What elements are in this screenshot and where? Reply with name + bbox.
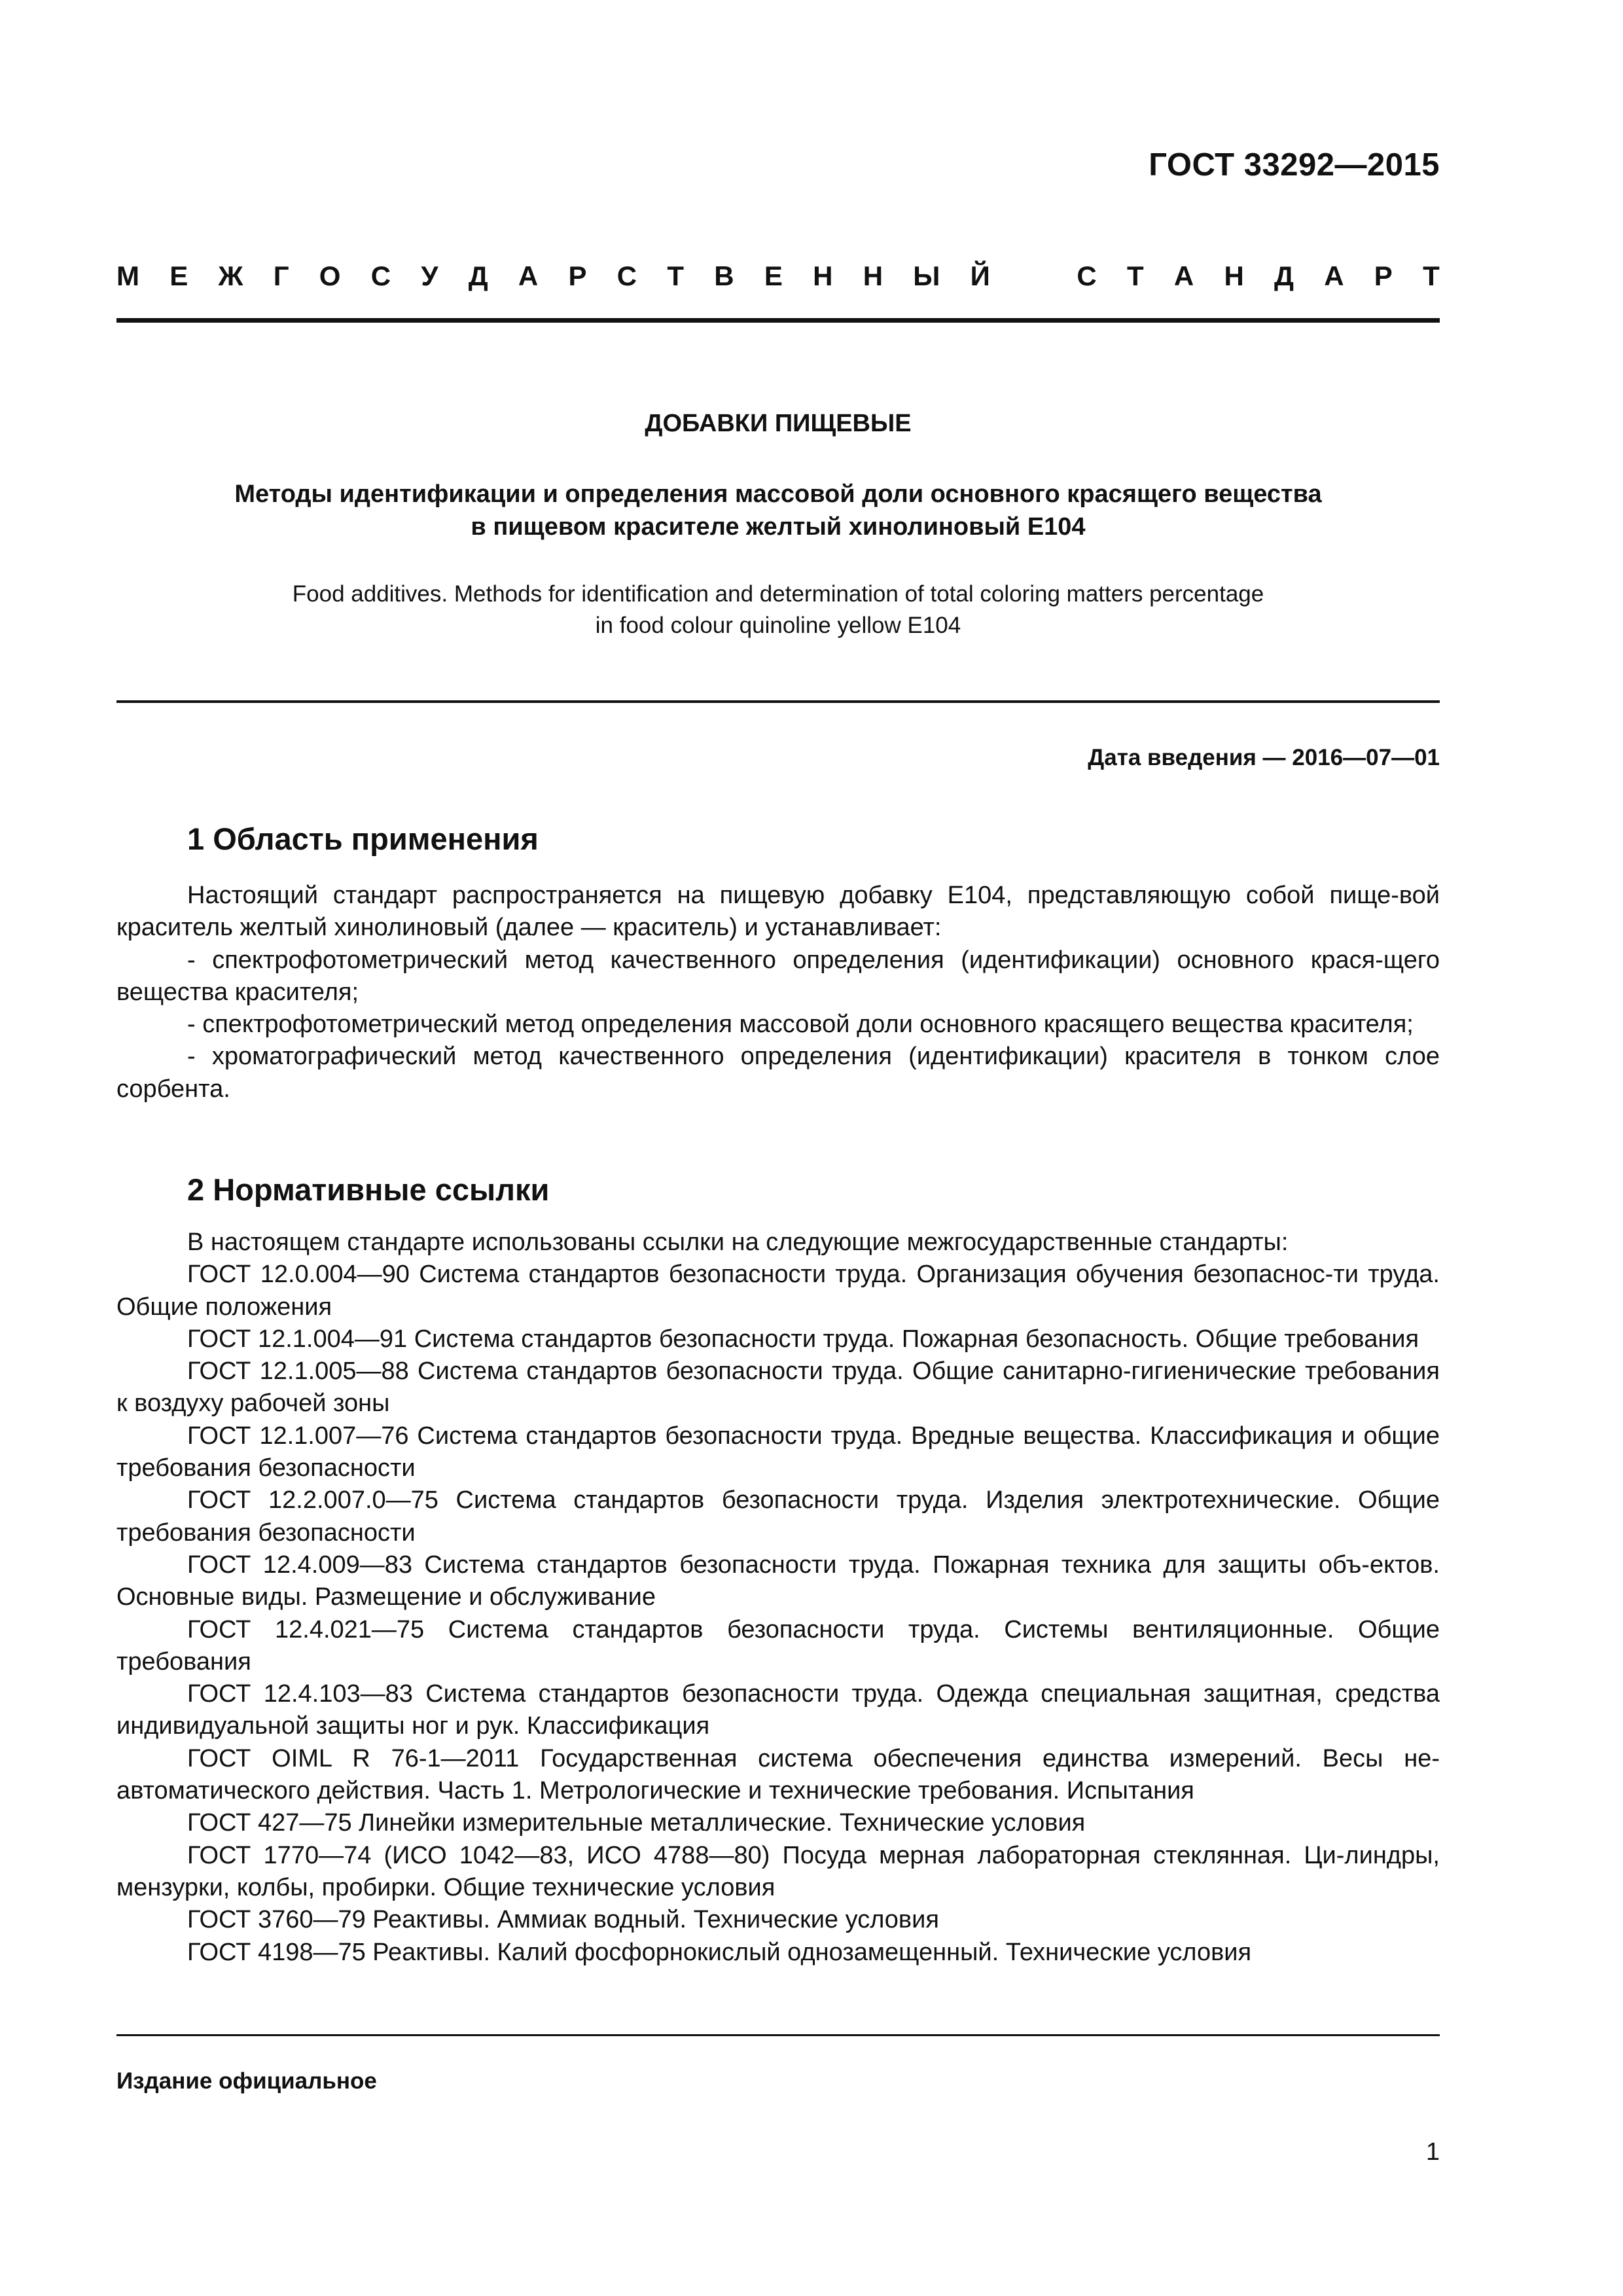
banner-letter: О xyxy=(319,260,341,291)
section-1-heading: 1 Область применения xyxy=(187,821,539,856)
document-title: ДОБАВКИ ПИЩЕВЫЕ xyxy=(645,410,912,437)
normative-reference: В настоящем стандарте использованы ссылки на следующие межгосударственные стандарты: xyxy=(187,1229,1289,1256)
normative-reference: ГОСТ 12.1.005—88 Система стандартов безопасности труда. Общие санитарно-гигиенические требования к воздуху рабочей зоны xyxy=(116,1357,1440,1418)
section-2-body xyxy=(116,1227,1440,1969)
banner-letter: Н xyxy=(1224,260,1244,291)
banner-letter: Р xyxy=(568,260,587,291)
banner-letter: Д xyxy=(468,260,488,291)
subtitle-line-1: Методы идентификации и определения массовой доли основного красящего вещества xyxy=(234,480,1322,508)
section-1-paragraph: - спектрофотометрический метод определения массовой доли основного красящего вещества красителя; xyxy=(187,1011,1414,1039)
banner-letter: Е xyxy=(169,260,188,291)
english-title xyxy=(116,579,1440,641)
english-title-line-1: Food additives. Methods for identification and determination of total coloring matters percentage xyxy=(292,581,1264,607)
normative-reference: ГОСТ 12.4.103—83 Система стандартов безопасности труда. Одежда специальная защитная, средства индивидуальной защиты ног и рук. Классификация xyxy=(116,1680,1440,1740)
section-1-paragraph: - хроматографический метод качественного определения (идентификации) красителя в тонком слое сорбента. xyxy=(116,1043,1440,1103)
section-2-heading: 2 Нормативные ссылки xyxy=(187,1172,550,1207)
title-rule xyxy=(116,700,1440,703)
normative-reference: ГОСТ 12.1.004—91 Система стандартов безопасности труда. Пожарная безопасность. Общие требования xyxy=(187,1325,1419,1353)
banner-letter: Н xyxy=(813,260,833,291)
banner-letter: Т xyxy=(1126,260,1144,291)
normative-reference: ГОСТ 4198—75 Реактивы. Калий фосфорнокислый однозамещенный. Технические условия xyxy=(187,1938,1252,1966)
banner-word-gap xyxy=(1020,260,1046,292)
banner-letter: Й xyxy=(970,260,990,291)
banner-letter: Г xyxy=(273,260,289,291)
banner-letter: М xyxy=(116,260,139,291)
official-edition-label: Издание официальное xyxy=(116,2068,377,2094)
normative-reference: ГОСТ 427—75 Линейки измерительные металлические. Технические условия xyxy=(187,1809,1086,1837)
normative-reference: ГОСТ 3760—79 Реактивы. Аммиак водный. Технические условия xyxy=(187,1906,939,1934)
banner-letter: Т xyxy=(667,260,684,291)
banner-letter: Ж xyxy=(218,260,243,291)
document-number: ГОСТ 33292—2015 xyxy=(1149,147,1440,183)
footer-rule xyxy=(116,2034,1440,2036)
interstate-standard-banner xyxy=(116,260,1440,292)
normative-reference: ГОСТ OIML R 76-1—2011 Государственная система обеспечения единства измерений. Весы не-автоматического действия. Часть 1. Метрологические и технические требования. Испытания xyxy=(116,1744,1440,1805)
banner-letter: В xyxy=(714,260,734,291)
banner-letter: У xyxy=(421,260,438,291)
document-subtitle xyxy=(116,478,1440,543)
banner-letter: Н xyxy=(863,260,883,291)
header-rule xyxy=(116,318,1440,323)
normative-reference: ГОСТ 12.0.004—90 Система стандартов безопасности труда. Организация обучения безопаснос-ти труда. Общие положения xyxy=(116,1261,1440,1321)
banner-letter: А xyxy=(518,260,539,291)
banner-letter: А xyxy=(1173,260,1194,291)
introduction-date: Дата введения — 2016—07—01 xyxy=(1088,745,1440,770)
english-title-line-2: in food colour quinoline yellow E104 xyxy=(595,613,961,638)
banner-letter: Р xyxy=(1374,260,1393,291)
normative-reference: ГОСТ 12.4.009—83 Система стандартов безопасности труда. Пожарная техника для защиты объ-ектов. Основные виды. Размещение и обслуживание xyxy=(116,1551,1440,1611)
section-1-paragraph: - спектрофотометрический метод качественного определения (идентификации) основного крася-щего вещества красителя; xyxy=(116,946,1440,1006)
banner-letter: С xyxy=(616,260,637,291)
banner-letter: Т xyxy=(1423,260,1440,291)
normative-reference: ГОСТ 12.4.021—75 Система стандартов безопасности труда. Системы вентиляционные. Общие требования xyxy=(116,1615,1440,1676)
normative-reference: ГОСТ 1770—74 (ИСО 1042—83, ИСО 4788—80) Посуда мерная лабораторная стеклянная. Ци-линдры, мензурки, колбы, пробирки. Общие технические условия xyxy=(116,1841,1440,1901)
section-1-paragraph: Настоящий стандарт распространяется на пищевую добавку Е104, представляющую собой пище-вой краситель желтый хинолиновый (далее — краситель) и устанавливает: xyxy=(116,882,1440,942)
section-1-body xyxy=(116,880,1440,1105)
banner-letter: Д xyxy=(1274,260,1294,291)
banner-letter: А xyxy=(1324,260,1344,291)
banner-letter: С xyxy=(370,260,391,291)
banner-letter: Ы xyxy=(913,260,940,291)
banner-letter: Е xyxy=(764,260,783,291)
normative-reference: ГОСТ 12.1.007—76 Система стандартов безопасности труда. Вредные вещества. Классификация и общие требования безопасности xyxy=(116,1422,1440,1482)
subtitle-line-2: в пищевом красителе желтый хинолиновый Е104 xyxy=(471,513,1086,541)
banner-letter: С xyxy=(1077,260,1097,291)
page-number: 1 xyxy=(1425,2138,1440,2166)
normative-reference: ГОСТ 12.2.007.0—75 Система стандартов безопасности труда. Изделия электротехнические. Общие требования безопасности xyxy=(116,1486,1440,1547)
